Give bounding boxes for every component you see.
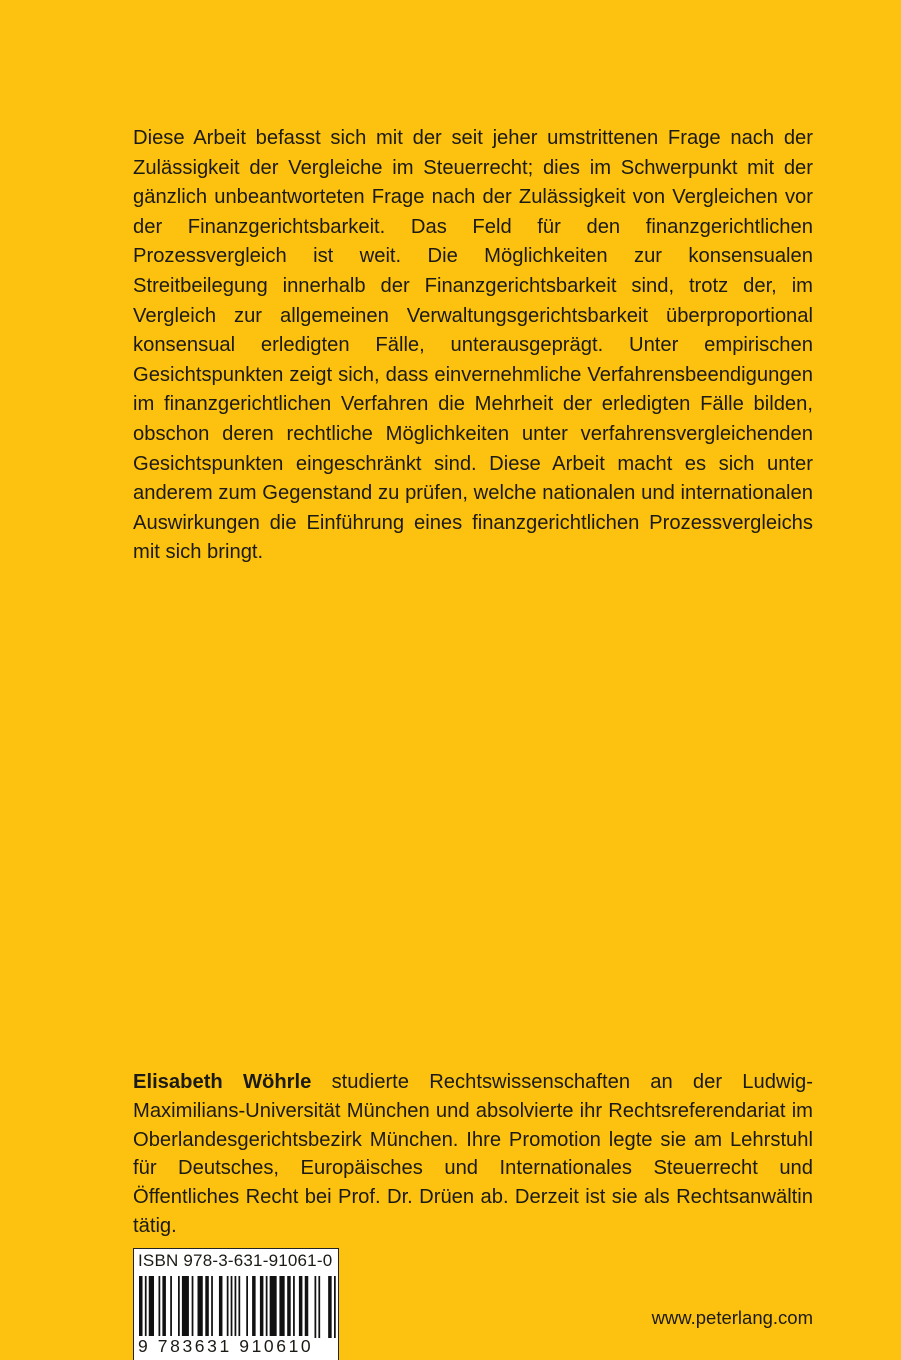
barcode-icon [138,1276,336,1338]
barcode-bar [293,1276,295,1338]
barcode-bar [170,1276,172,1338]
author-name: Elisabeth Wöhrle [133,1071,312,1093]
barcode-bar [260,1276,264,1338]
barcode-bar [266,1276,268,1338]
barcode-bar [279,1276,284,1338]
barcode-bar [219,1276,223,1338]
barcode-bar [192,1276,194,1338]
barcode-bar [252,1276,256,1338]
barcode-bar [318,1276,320,1338]
barcode-bar [178,1276,180,1338]
book-description: Diese Arbeit befasst sich mit der seit jeher umstrittenen Frage nach der Zulässigkeit der Vergleiche im Steuerrecht; dies im Schwerpunkt mit der gänzlich unbeantworteten Frage nach der Zulässigkeit von Vergleichen vor der Finanzgerichtsbarkeit. Das Feld für den finanzgerichtlichen Prozessvergleich ist weit. Die Möglichkeiten zur konsensualen Streitbeilegung innerhalb der Finanzgerichtsbarkeit sind, trotz der, im Vergleich zur allgemeinen Verwaltungsgerichtsbarkeit überproportional konsensual erledigten Fälle, unterausgeprägt. Unter empirischen Gesichtspunkten zeigt sich, dass einvernehmliche Verfahrensbeendigungen im finanzgerichtlichen Verfahren die Mehrheit der erledigten Fälle bilden, obschon deren rechtliche Möglichkeiten unter verfahrensvergleichenden Gesichtspunkten eingeschränkt sind. Diese Arbeit macht es sich unter anderem zum Gegenstand zu prüfen, welche nationalen und internationalen Auswirkungen die Einführung eines finanzgerichtlichen Prozessvergleichs mit sich bringt. [133,127,813,564]
author-bio-text: studierte Rechtswissenschaften an der Ludwig-Maximilians-Universität München und absolvierte ihr Rechtsreferendariat im Oberlandesgerichtsbezirk München. Ihre Promotion legte sie am Lehrstuhl für Deutsches, Europäisches und Internationales Steuerrecht und Öffentliches Recht bei Prof. Dr. Drüen ab. Derzeit ist sie als Rechtsanwältin tätig. [133,1071,813,1237]
barcode-bar [149,1276,154,1338]
barcode-bar [287,1276,291,1338]
barcode-bar [162,1276,166,1338]
barcode-bar [205,1276,209,1338]
barcode-bar [211,1276,213,1338]
barcode-bar [227,1276,229,1338]
barcode-bar [328,1276,332,1338]
barcode-bar [139,1276,143,1338]
barcode-bar [159,1276,161,1338]
barcode-bar [334,1276,336,1338]
barcode-bar [235,1276,237,1338]
barcode-bar [246,1276,248,1338]
barcode-bar [145,1276,147,1338]
barcode-bar [182,1276,189,1338]
isbn-label: ISBN 978-3-631-91061-0 [138,1251,333,1270]
barcode-bar [198,1276,203,1338]
publisher-website[interactable]: www.peterlang.com [651,1307,813,1328]
barcode-bar [270,1276,277,1338]
barcode-bar [231,1276,233,1338]
barcode-bar [315,1276,317,1338]
barcode-bar [299,1276,303,1338]
barcode-bar [305,1276,309,1338]
isbn-barcode-box [133,1248,339,1360]
barcode-digits: 9 783631 910610 [138,1336,314,1356]
barcode-bar [238,1276,240,1338]
author-bio [133,1068,813,1241]
